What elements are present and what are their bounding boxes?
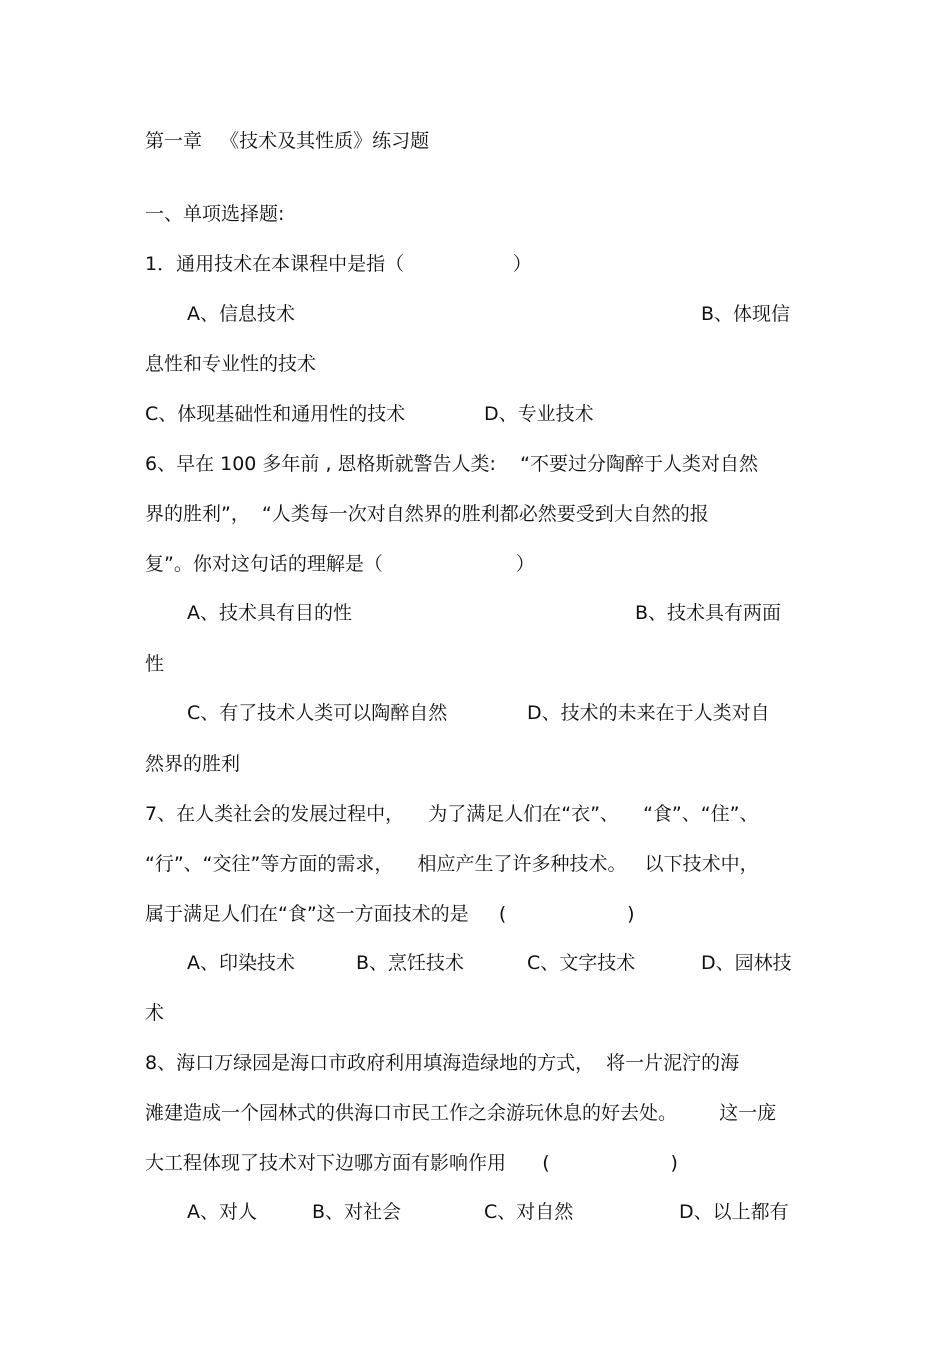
q1-option-b-continued: 息性和专业性的技术 — [145, 353, 317, 375]
question-6-line-1: 6、早在 100 多年前 , 恩格斯就警告人类: “不要过分陶醉于人类对自然 — [145, 453, 758, 475]
q8-option-a: A、对人 — [187, 1201, 257, 1223]
section-heading: 一、单项选择题: — [145, 203, 285, 225]
q6-option-c: C、有了技术人类可以陶醉自然 — [187, 702, 448, 724]
question-6-line-3: 复”。你对这句话的理解是（ ） — [145, 553, 535, 575]
q6-option-a: A、技术具有目的性 — [187, 602, 352, 624]
q7-option-b: B、烹饪技术 — [356, 952, 465, 974]
q8-option-d: D、以上都有 — [679, 1201, 789, 1223]
question-7-line-1: 7、在人类社会的发展过程中， 为了满足人们在“衣”、 “食”、“住”、 — [145, 803, 759, 825]
q6-option-d: D、技术的未来在于人类对自 — [527, 702, 770, 724]
question-7-line-3: 属于满足人们在“食”这一方面技术的是 ( ) — [145, 903, 635, 925]
q1-option-d: D、专业技术 — [484, 403, 594, 425]
q6-option-b-continued: 性 — [145, 653, 165, 675]
q8-option-b: B、对社会 — [312, 1201, 402, 1223]
q1-option-c: C、体现基础性和通用性的技术 — [145, 403, 406, 425]
q7-option-a: A、印染技术 — [187, 952, 295, 974]
q6-option-b: B、技术具有两面 — [635, 602, 782, 624]
q7-option-d: D、园林技 — [701, 952, 792, 974]
question-6-line-2: 界的胜利”， “人类每一次对自然界的胜利都必然要受到大自然的报 — [145, 503, 709, 525]
q7-option-d-continued: 术 — [145, 1002, 165, 1024]
q6-option-d-continued: 然界的胜利 — [145, 753, 241, 775]
page-title: 第一章 《技术及其性质》练习题 — [145, 130, 430, 152]
question-8-line-1: 8、海口万绿园是海口市政府利用填海造绿地的方式， 将一片泥泞的海 — [145, 1052, 740, 1074]
question-1: 1．通用技术在本课程中是指（ ） — [145, 253, 532, 275]
q7-option-c: C、文字技术 — [527, 952, 636, 974]
question-8-line-2: 滩建造成一个园林式的供海口市民工作之余游玩休息的好去处。 这一庞 — [145, 1102, 777, 1124]
q8-option-c: C、对自然 — [484, 1201, 574, 1223]
question-7-line-2: “行”、“交往”等方面的需求， 相应产生了许多种技术。 以下技术中， — [145, 853, 759, 875]
question-8-line-3: 大工程体现了技术对下边哪方面有影响作用 ( ) — [145, 1152, 678, 1174]
q1-option-a: A、信息技术 — [187, 303, 295, 325]
q1-option-b: B、体现信 — [701, 303, 791, 325]
